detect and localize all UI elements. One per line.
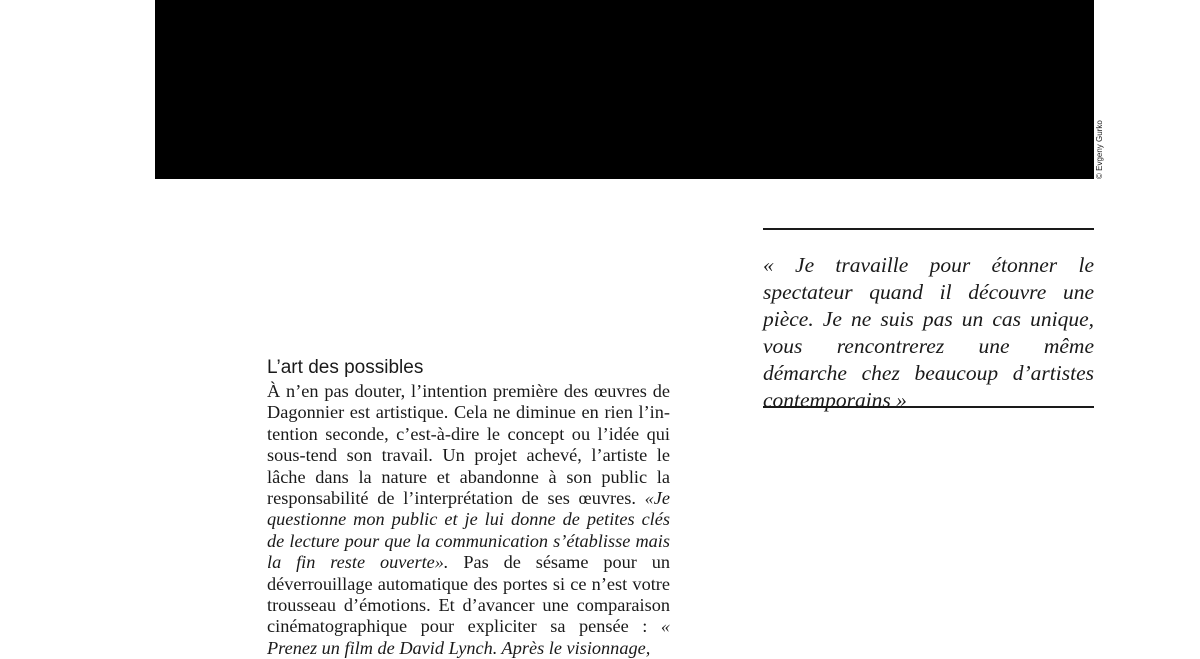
article-section xyxy=(267,357,670,659)
photo-credit: © Evgeny Gurko xyxy=(1095,120,1104,179)
article-paragraph xyxy=(267,381,670,659)
body-text-part-1: À n’en pas douter, l’intention première des œuvres de Dagonnier est artistique. Cela ne diminue en rien l’intention seconde, c’est-à-dire le concept ou l’idée qui sous-tend son travail. Un projet achevé, l’artiste le lâche dans la nature et abandonne à son public la responsabilité de l’interprétation de ses œuvres. xyxy=(267,381,670,509)
hero-photo xyxy=(155,0,1094,179)
section-heading: L’art des possibles xyxy=(267,357,424,378)
artist-quote-1: «Je questionne mon public et je lui donne de petites clés de lecture pour que la communication s’établisse mais la fin reste ouverte». xyxy=(267,488,670,573)
pull-quote xyxy=(763,228,1094,412)
body-text-part-2: Pas de sésame pour un déverrouillage automatique des portes si ce n’est votre trousseau d’émotions. Et d’avancer une comparaison cinématographique pour expliciter sa pensée : xyxy=(267,552,670,637)
pull-quote-text: « Je travaille pour étonner le spectateur quand il découvre une pièce. Je ne suis pas un cas unique, vous rencontrerez une même démarche chez beaucoup d’artistes contemporains » xyxy=(763,253,1094,412)
artist-quote-2: « Prenez un film de David Lynch. Après le visionnage, xyxy=(267,616,670,658)
